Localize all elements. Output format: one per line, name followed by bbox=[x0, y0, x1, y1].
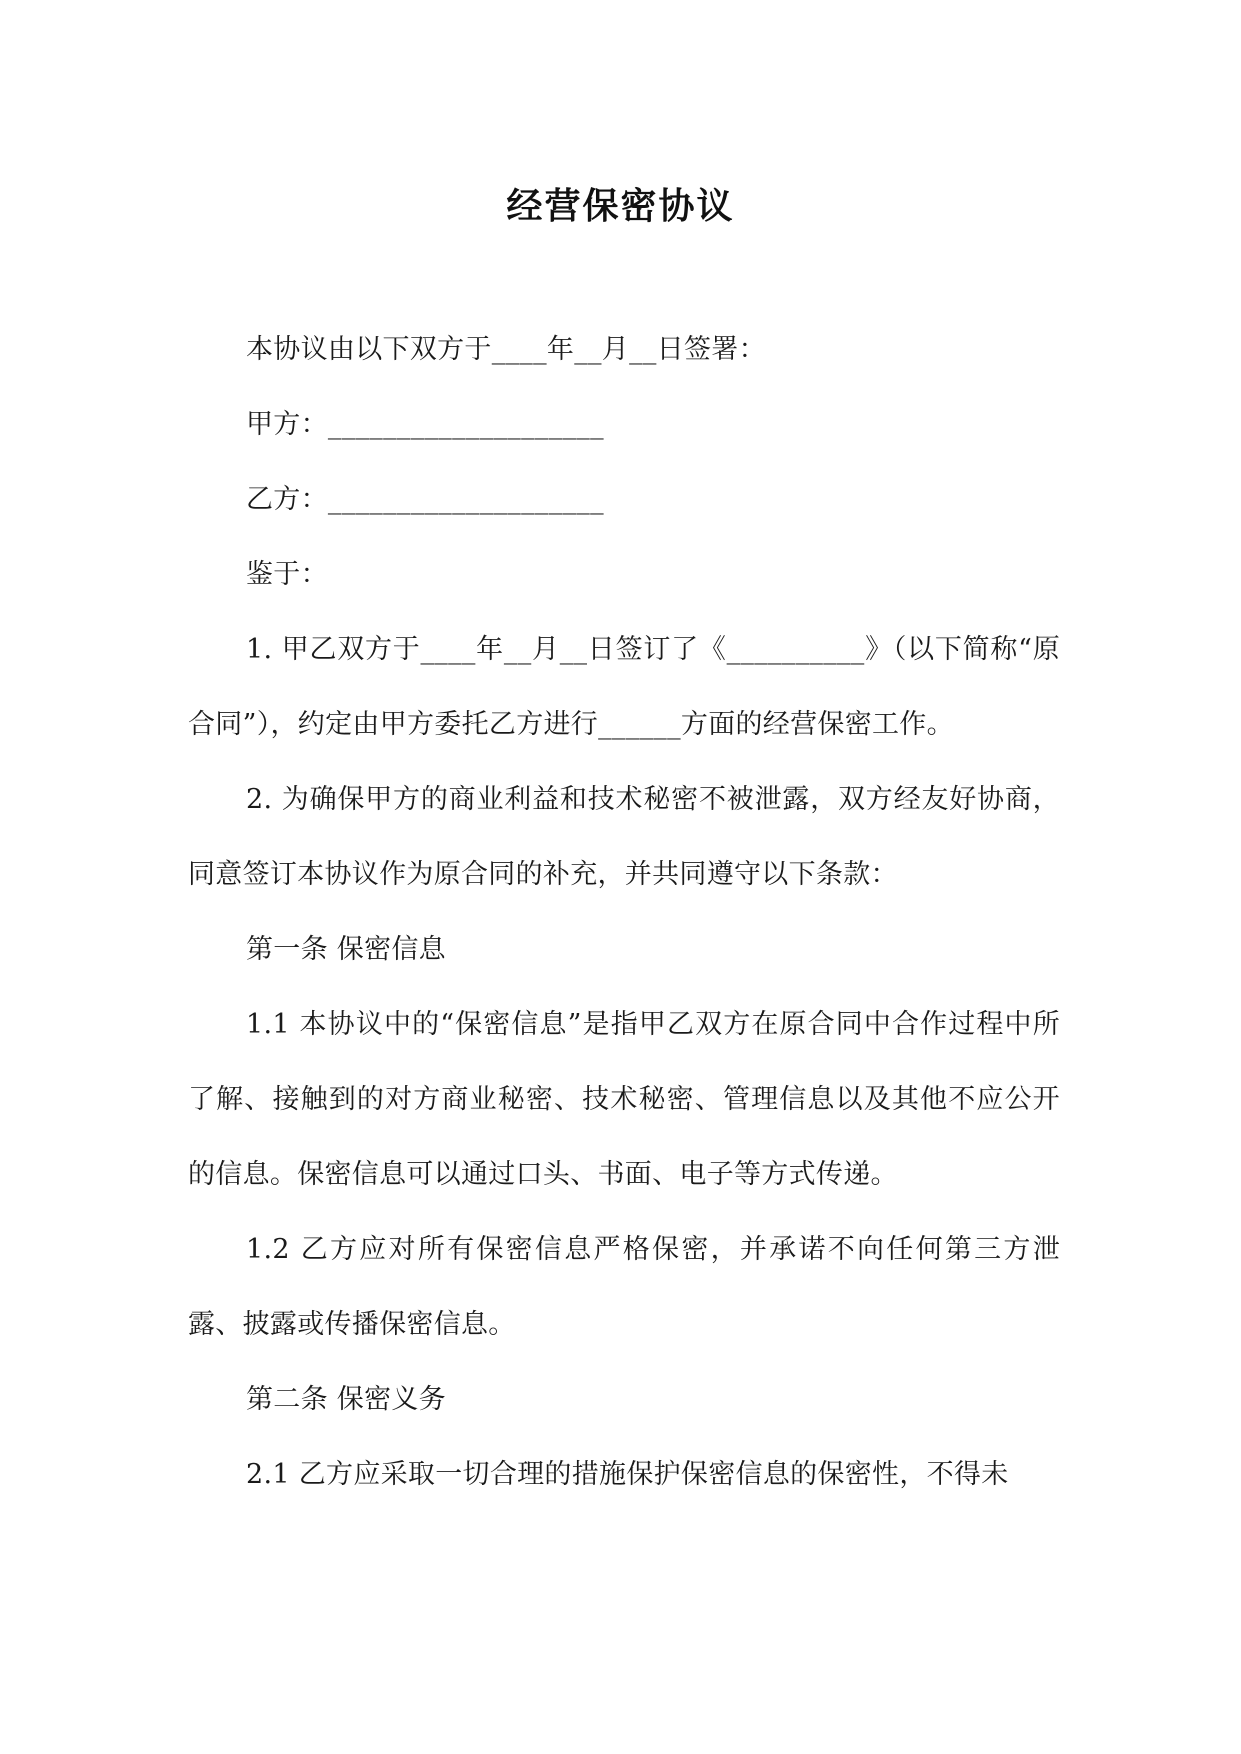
clause-1-1: 1.1 本协议中的“保密信息”是指甲乙双方在原合同中合作过程中所了解、接触到的对方商业秘密、技术秘密、管理信息以及其他不应公开的信息。保密信息可以通过口头、书面、电子等方式传递。 bbox=[188, 1009, 1060, 1190]
clause-1-2: 1.2 乙方应对所有保密信息严格保密，并承诺不向任何第三方泄露、披露或传播保密信息。 bbox=[188, 1234, 1060, 1340]
signing-date-line: 本协议由以下双方于____年__月__日签署： bbox=[246, 334, 766, 365]
recital-2: 2. 为确保甲方的商业利益和技术秘密不被泄露，双方经友好协商，同意签订本协议作为原合同的补充，并共同遵守以下条款： bbox=[188, 784, 1060, 890]
document-title: 经营保密协议 bbox=[506, 185, 735, 227]
article-1-heading: 第一条 保密信息 bbox=[246, 934, 446, 965]
article-2-heading: 第二条 保密义务 bbox=[246, 1384, 446, 1415]
party-a-line: 甲方：____________________ bbox=[246, 409, 604, 440]
clause-2-1: 2.1 乙方应采取一切合理的措施保护保密信息的保密性，不得未 bbox=[246, 1459, 1009, 1490]
recital-1: 1. 甲乙双方于____年__月__日签订了《__________》（以下简称“原合同”），约定由甲方委托乙方进行______方面的经营保密工作。 bbox=[188, 634, 1060, 740]
document-body bbox=[188, 312, 1060, 1512]
party-b-line: 乙方：____________________ bbox=[246, 484, 604, 515]
whereas-heading: 鉴于： bbox=[246, 559, 328, 590]
